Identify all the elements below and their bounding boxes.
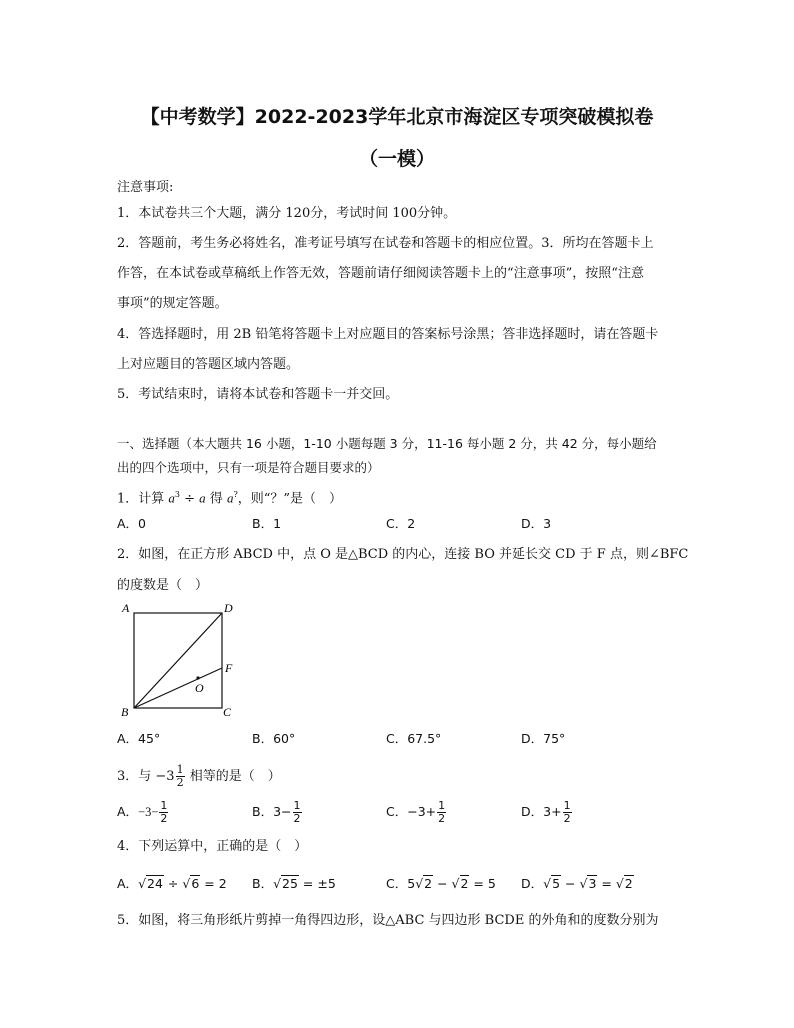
fraction-numerator: 1 [293, 799, 301, 812]
radicand: 24 [147, 876, 163, 891]
notice-item: 上对应题目的答题区域内答题。 [117, 357, 300, 372]
page-title: 【中考数学】2022-2023学年北京市海淀区专项突破模拟卷 [140, 106, 654, 128]
segment-bf [134, 668, 222, 708]
q1-option-c: C．2 [386, 516, 416, 531]
option-label: A． [117, 804, 139, 819]
fraction-denominator: 2 [160, 812, 168, 825]
label-c: C [223, 705, 232, 719]
option-fraction [437, 800, 446, 825]
q1-var: a [199, 490, 206, 506]
question-3-stem [117, 764, 281, 789]
q1-exponent: 3 [174, 490, 180, 499]
radicand: 25 [282, 876, 298, 891]
label-o: O [195, 681, 204, 695]
notice-item: 4．答选择题时，用 2B 铅笔将答题卡上对应题目的答案标号涂黑；答非选择题时，请在答题卡 [117, 327, 659, 342]
question-4-stem: 4．下列运算中，正确的是（ ） [117, 839, 308, 854]
operator: − [433, 876, 452, 891]
result: = ±5 [298, 876, 336, 891]
label-a: A [122, 601, 130, 615]
option-label: C． [386, 804, 408, 819]
q1-option-b: B．1 [252, 516, 282, 531]
section-heading: 一、选择题（本大题共 16 小题，1-10 小题每题 3 分，11-16 每小题 2 分，共 42 分，每小题给 [117, 436, 657, 451]
radicand: 6 [191, 876, 200, 891]
q4-option-a: A．√24 ÷ √6 = 2 [117, 876, 227, 891]
q1-var: a [226, 490, 234, 506]
label-d: D [224, 601, 233, 615]
q1-operator: ÷ [180, 491, 200, 507]
fraction-denominator: 2 [563, 812, 571, 825]
q3-option-b [252, 800, 303, 825]
page-subtitle: （一模） [358, 148, 435, 170]
option-fraction [293, 800, 302, 825]
radicand: 3 [588, 876, 597, 891]
fraction-denominator: 2 [176, 776, 184, 789]
q3-text: 3．与 −3 [117, 769, 175, 784]
radicand: 5 [552, 876, 561, 891]
q2-option-d: D．75° [521, 731, 566, 746]
notice-item: 5．考试结束时，请将本试卷和答题卡一并交回。 [117, 387, 399, 402]
question-5-stem: 5．如图，将三角形纸片剪掉一角得四边形，设△ABC 与四边形 BCDE 的外角和的度数分别为 [117, 913, 659, 928]
option-label: B． [252, 876, 274, 891]
q3-option-a [117, 800, 169, 825]
notice-heading: 注意事项: [117, 180, 174, 195]
option-label: D． [521, 876, 544, 891]
q2-option-b: B．60° [252, 731, 296, 746]
section-heading-cont: 出的四个选项中，只有一项是符合题目要求的） [117, 460, 380, 475]
fraction-numerator: 1 [160, 799, 168, 812]
q4-option-d: D．√5 − √3 = √2 [521, 876, 633, 891]
coefficient: 5 [407, 876, 416, 891]
q3-text: 相等的是（ ） [185, 769, 281, 784]
fraction-numerator: 1 [438, 799, 446, 812]
option-expr: −3− [138, 805, 159, 819]
q3-option-c [386, 800, 447, 825]
notice-item: 事项”的规定答题。 [117, 296, 228, 311]
question-2-stem: 2．如图，在正方形 ABCD 中，点 O 是△BCD 的内心，连接 BO 并延长交 CD 于 F 点，则∠BFC [117, 547, 689, 562]
radicand: 2 [460, 876, 469, 891]
fraction-numerator: 1 [176, 763, 184, 776]
notice-item: 1．本试卷共三个大题，满分 120分，考试时间 100分钟。 [117, 206, 457, 221]
notice-item: 作答，在本试卷或草稿纸上作答无效，答题前请仔细阅读答题卡上的“注意事项”，按照“注意 [117, 266, 644, 281]
equals: = [597, 876, 616, 891]
option-fraction [159, 800, 168, 825]
fraction-denominator: 2 [293, 812, 301, 825]
q1-option-a: A．0 [117, 516, 147, 531]
option-expr: −3+ [407, 804, 437, 819]
q1-text: ，则“？”是（ ） [237, 491, 343, 507]
q4-option-c: C．5√2 − √2 = 5 [386, 876, 496, 891]
radicand: 2 [624, 876, 633, 891]
option-label: D． [521, 804, 544, 819]
question-2-stem-cont: 的度数是（ ） [117, 578, 209, 593]
radicand: 2 [424, 876, 433, 891]
fraction-numerator: 1 [563, 799, 571, 812]
result: = 2 [200, 876, 227, 891]
q2-option-c: C．67.5° [386, 731, 442, 746]
q1-exponent: ? [233, 490, 238, 499]
question-1-stem [117, 487, 342, 507]
q2-option-a: A．45° [117, 731, 161, 746]
option-expr: 3+ [543, 804, 562, 819]
operator: − [561, 876, 580, 891]
q1-var: a [168, 490, 175, 506]
option-fraction [563, 800, 572, 825]
option-expr: 3− [273, 804, 292, 819]
notice-item: 2．答题前，考生务必将姓名，准考证号填写在试卷和答题卡的相应位置。3．所均在答题卡上 [117, 236, 654, 251]
label-b: B [121, 705, 129, 719]
option-label: B． [252, 804, 274, 819]
label-f: F [225, 661, 233, 675]
point-o [196, 676, 199, 679]
fraction-denominator: 2 [438, 812, 446, 825]
q1-text: 得 [205, 491, 227, 507]
q3-fraction [176, 764, 185, 789]
result: = 5 [469, 876, 496, 891]
diagonal-bd [134, 613, 222, 708]
option-label: C． [386, 876, 408, 891]
q4-option-b: B．√25 = ±5 [252, 876, 336, 891]
q1-text: 1．计算 [117, 491, 169, 507]
option-label: A． [117, 876, 139, 891]
operator: ÷ [163, 876, 183, 891]
square-abcd-figure [116, 600, 242, 720]
q1-option-d: D．3 [521, 516, 552, 531]
q3-option-d [521, 800, 573, 825]
